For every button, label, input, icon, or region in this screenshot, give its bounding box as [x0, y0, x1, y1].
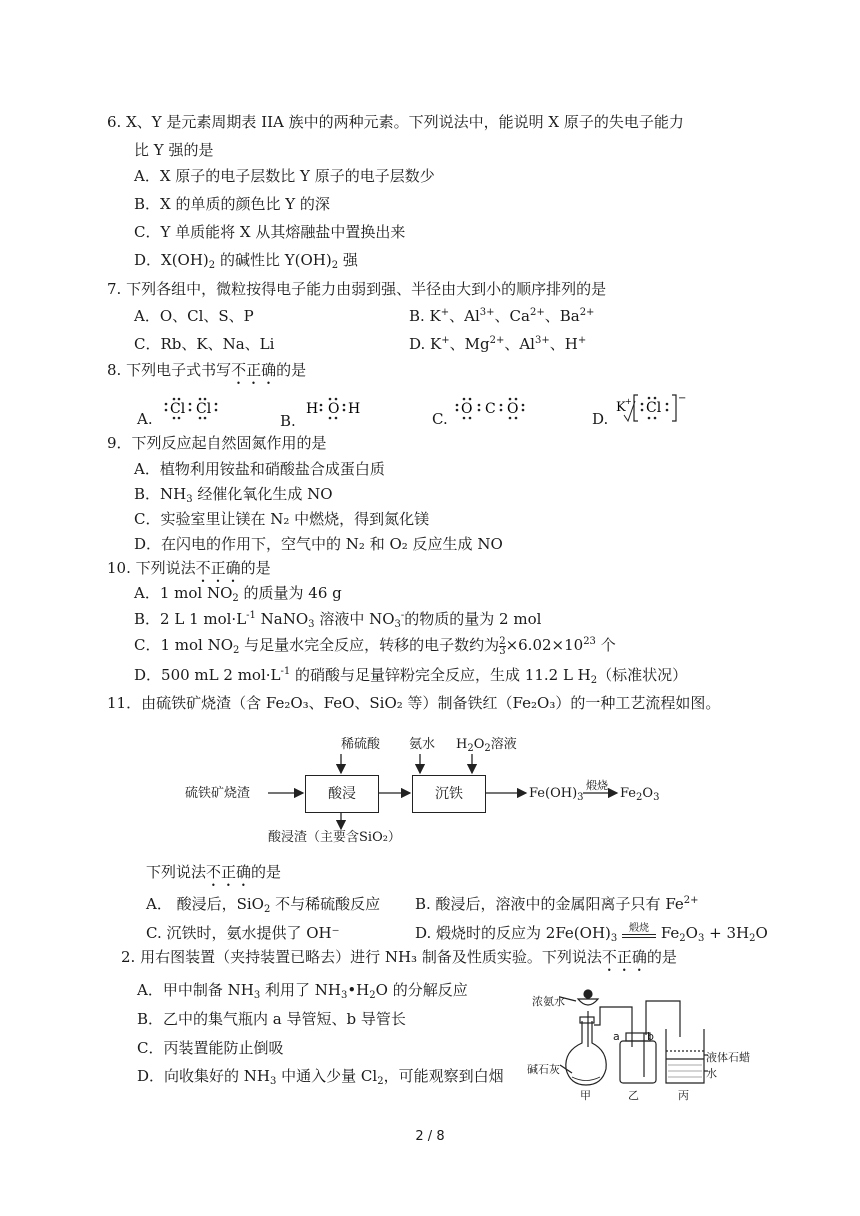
label-yi: 乙 — [628, 1089, 639, 1102]
svg-text:H: H — [348, 401, 361, 417]
q12-option-b: B．乙中的集气瓶内 a 导管短、b 导管长 — [137, 1010, 406, 1028]
label-tube-b: b — [647, 1030, 654, 1043]
label-tube-a: a — [613, 1030, 620, 1043]
page-number: 2 / 8 — [415, 1129, 445, 1144]
svg-text:O: O — [461, 401, 473, 417]
q6-option-d: D．$X(OH)_2$ 的碱性比 $Y(OH)_2$ 强 — [134, 251, 358, 271]
flow-start-material: 硫铁矿烧渣 — [185, 786, 251, 801]
q11-stem: 11．由硫铁矿烧渣（含 Fe₂O₃、FeO、SiO₂ 等）制备铁红（Fe₂O₃）的一种工艺流程如图。 — [107, 694, 721, 712]
q9-option-a: A．植物利用铵盐和硝酸盐合成蛋白质 — [134, 460, 385, 478]
q6-option-c: C．Y 单质能将 X 从其熔融盐中置换出来 — [134, 223, 406, 241]
flow-reagent-ammonia: 氨水 — [409, 737, 436, 752]
svg-text:−: − — [678, 393, 687, 404]
q6-option-b: B．X 的单质的颜色比 Y 的深 — [134, 195, 330, 213]
q8-option-b-label: B. — [280, 412, 296, 430]
label-soda-lime: 碱石灰 — [527, 1063, 560, 1076]
flow-reagent-dilute-h2so4: 稀硫酸 — [341, 737, 381, 752]
q9-option-c: C．实验室里让镁在 N₂ 中燃烧，得到氮化镁 — [134, 510, 430, 528]
q7-option-a: A．O、Cl、S、P — [134, 307, 254, 325]
q12-stem: 2. 用右图装置（夹持装置已略去）进行 NH₃ 制备及性质实验。下列说法不正确的是 — [121, 948, 677, 966]
flow-box-acid-leach: 酸浸 — [305, 775, 379, 813]
q11-option-a: A． 酸浸后，SiO$_2$ 不与稀硫酸反应 — [146, 895, 381, 915]
q8-stem: 8. 下列电子式书写不正确的是 — [107, 361, 307, 379]
svg-text:H: H — [306, 401, 319, 417]
svg-text:O: O — [507, 401, 519, 417]
q7-option-b: B. K+、$Al^{3+}$、$Ca^{2+}$、$Ba^{2+}$ — [409, 307, 595, 325]
label-conc-ammonia: 浓氨水 — [532, 995, 565, 1008]
flow-reagent-h2o2: $H_2O_2$溶液 — [456, 737, 517, 754]
svg-text:C: C — [485, 401, 496, 417]
q11-option-b: B. 酸浸后，溶液中的金属阳离子只有 $Fe^{2+}$ — [415, 895, 699, 913]
q7-option-c: C．Rb、K、Na、Li — [134, 335, 275, 353]
q9-option-b: B．$NH_3$ 经催化氧化生成 NO — [134, 485, 333, 505]
svg-text:+: + — [625, 397, 632, 406]
q9-stem: 9．下列反应起自然固氮作用的是 — [107, 434, 327, 452]
q7-option-d: D. K+、$Mg^{2+}$、$Al^{3+}$、H+ — [409, 335, 587, 353]
svg-text:Cl: Cl — [196, 401, 212, 417]
label-jia: 甲 — [580, 1089, 591, 1102]
q12-option-c: C．丙装置能防止倒吸 — [137, 1039, 284, 1057]
q7-stem: 7. 下列各组中，微粒按得电子能力由弱到强、半径由大到小的顺序排列的是 — [107, 280, 607, 298]
q10-option-b: B．2 L 1 $mol\cdot L^{-1}$ NaNO$_3$ 溶液中 $NO_3^-$的物质的量为 2 mol — [134, 610, 542, 630]
apparatus-drawing — [520, 985, 720, 1090]
q12-option-d: D．向收集好的 $NH_3$ 中通入少量 $Cl_2$，可能观察到白烟 — [137, 1067, 504, 1087]
q6-option-a: A．X 原子的电子层数比 Y 原子的电子层数少 — [134, 167, 435, 185]
label-liquid-paraffin: 液体石蜡 — [706, 1051, 750, 1064]
q6-stem-line1: 6. X、Y 是元素周期表 IIA 族中的两种元素。下列说法中，能说明 X 原子的失电子能力 — [107, 113, 684, 131]
svg-text:Cl: Cl — [170, 401, 186, 417]
flow-box-iron-precipitation: 沉铁 — [412, 775, 486, 813]
q8-option-c-label: C. — [432, 410, 448, 428]
q10-option-a: A．1 mol $NO_2$ 的质量为 46 g — [134, 584, 342, 604]
flow-residue: 酸浸渣（主要含SiO₂） — [268, 830, 401, 845]
q11-option-d: D. 煅烧时的反应为 $2Fe(OH)_3$ 煅烧 $Fe_2O_3 + 3H_2O$ — [415, 923, 768, 944]
q11-sub-stem: 下列说法不正确的是 — [146, 863, 282, 881]
svg-text:K: K — [616, 400, 626, 415]
q10-stem: 10. 下列说法不正确的是 — [107, 559, 271, 577]
q8-option-d-label: D. — [592, 410, 609, 428]
svg-text:Cl: Cl — [646, 400, 662, 416]
q12-option-a: A．甲中制备 $NH_3$ 利用了 $NH_3•H_2O$ 的分解反应 — [137, 981, 468, 1001]
flow-product-fe2o3: $Fe_2O_3$ — [620, 786, 660, 803]
flow-condition-calcine: 煅烧 — [586, 779, 608, 792]
q10-option-c: C．1 mol $NO_2$ 与足量水完全反应，转移的电子数约为 $\frac{2}{3}$ $\times 6.02\times 10^{23}$ 个 — [134, 635, 616, 657]
flow-product-feoh3: $Fe(OH)_3$ — [529, 786, 584, 803]
label-bing: 丙 — [678, 1089, 689, 1102]
q8-option-a-label: A. — [137, 410, 153, 428]
q10-option-d: D．500 mL 2 $mol\cdot L^{-1}$ 的硝酸与足量锌粉完全反应，生成 11.2 L $H_2$（标准状况） — [134, 666, 688, 686]
svg-text:O: O — [328, 401, 340, 417]
label-water: 水 — [706, 1067, 717, 1080]
q9-option-d: D．在闪电的作用下，空气中的 N₂ 和 O₂ 反应生成 NO — [134, 535, 503, 553]
q11-option-c: C. 沉铁时，氨水提供了 OH⁻ — [146, 924, 340, 942]
q6-stem-line2: 比 Y 强的是 — [134, 141, 214, 159]
